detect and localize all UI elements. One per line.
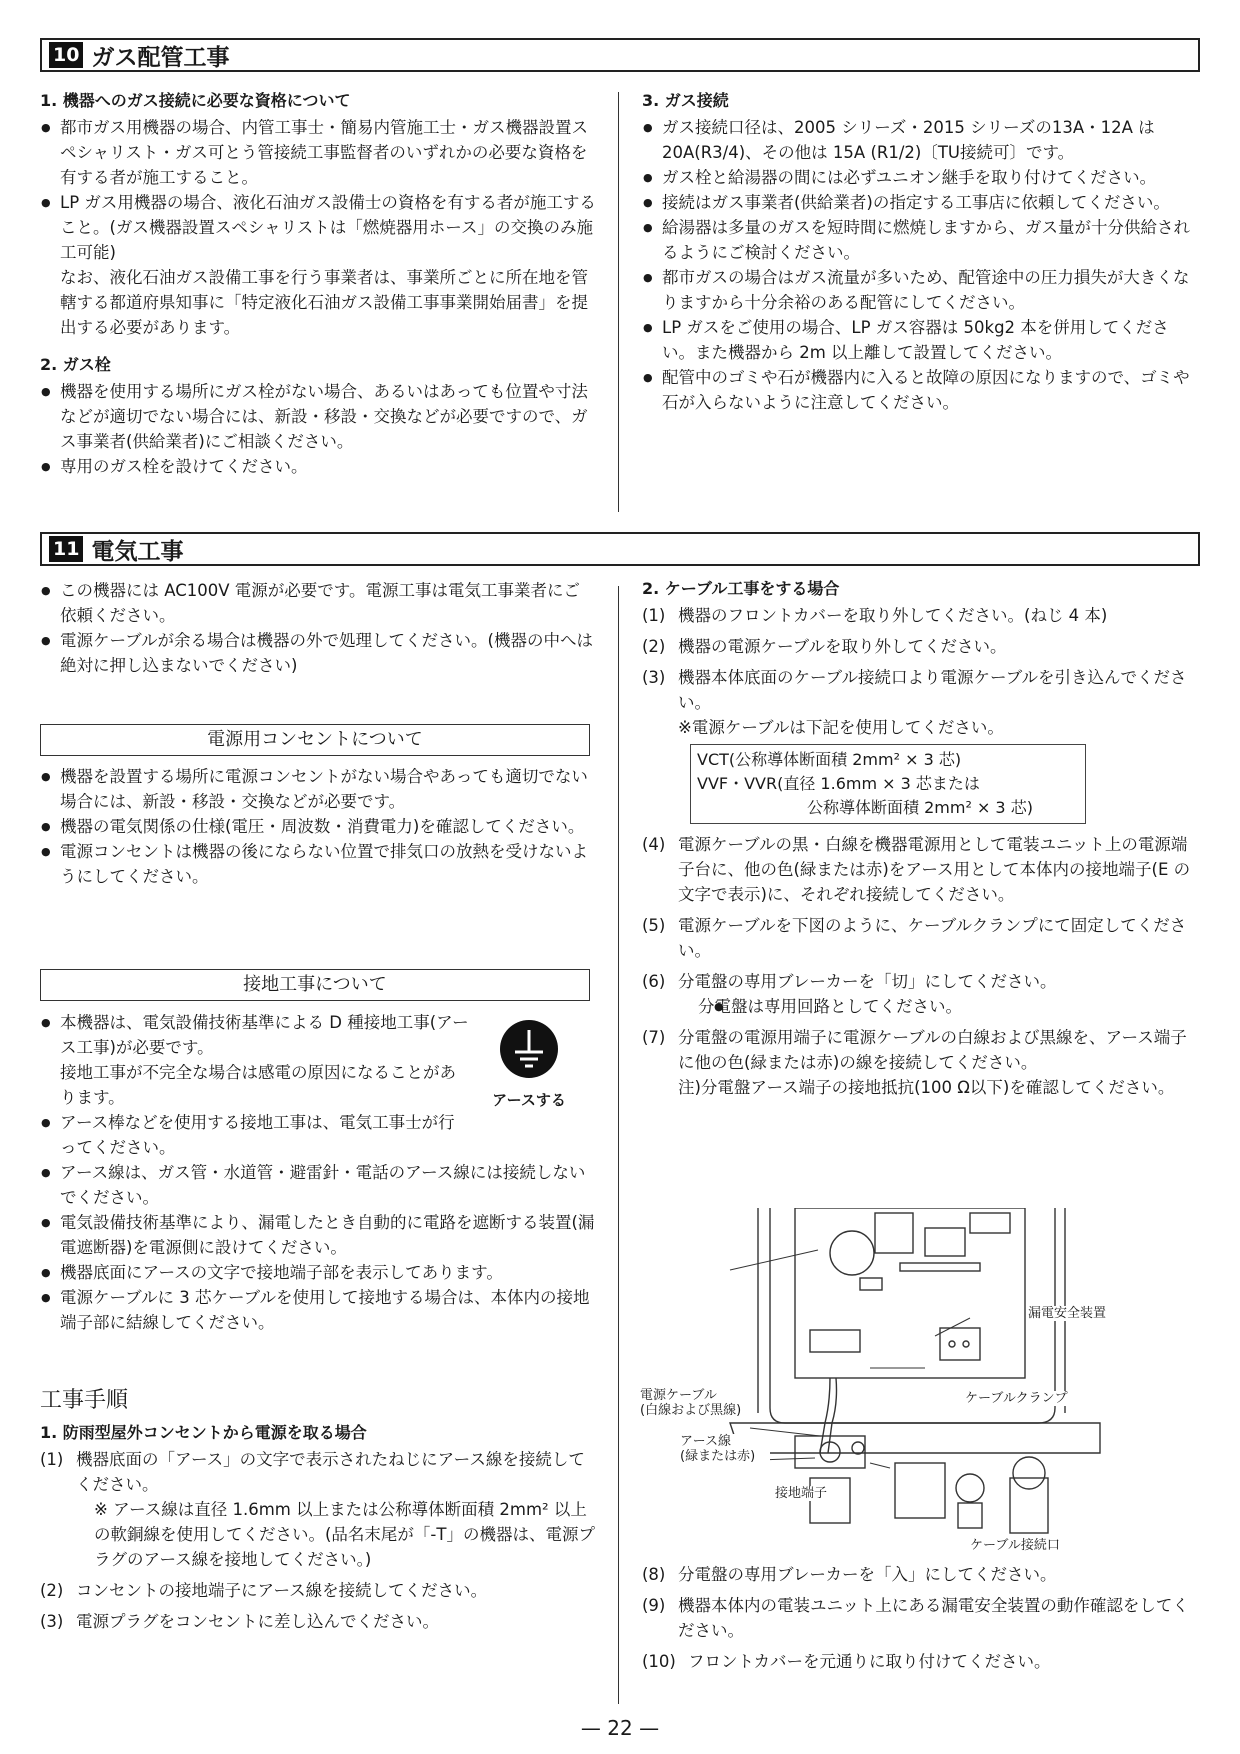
ground-icon-label: アースする [492,1091,566,1109]
step-number: (1) [40,1450,64,1469]
cable-spec-line: VCT(公称導体断面積 2mm² × 3 芯) [697,750,962,769]
list-item: ● 機器を設置する場所に電源コンセントがない場合やあっても適切でない場合には、新設・移設・交換などが必要です。 [40,764,596,814]
step-number: (10) [642,1652,676,1671]
section-11-header [40,532,1200,566]
label-earth-wire [680,1434,770,1464]
ground-icon [498,1018,560,1080]
cable-work [642,578,1200,1106]
step-number: (3) [40,1612,64,1631]
ground-icon-block [474,1018,584,1110]
procedure [40,1386,596,1640]
column-divider [618,92,619,512]
step-note [678,994,1200,1019]
list-item: ● アース棒などを使用する接地工事は、電気工事士が行ってください。 [40,1110,470,1160]
section-10-header [40,38,1200,72]
cable-step [642,913,1200,963]
cable-step [642,969,1200,1019]
section-title: 電気工事 [91,538,184,565]
wiring-diagram [640,1208,1200,1553]
list-item: ● 都市ガスの場合はガス流量が多いため、配管途中の圧力損失が大きくなりますから十分余裕のある配管にしてください。 [642,265,1200,315]
sec10-left-column [40,90,596,479]
step-note-text: 分電盤は専用回路としてください。 [698,997,962,1016]
label-cable-clamp: ケーブルクランプ [965,1391,1068,1406]
step-number: (8) [642,1565,666,1584]
list-item: ● ガス栓と給湯器の間には必ずユニオン継手を取り付けてください。 [642,165,1200,190]
step-number: (4) [642,835,666,854]
ground-list-top [40,1010,470,1160]
step-number: (7) [642,1028,666,1047]
step-number: (6) [642,972,666,991]
cable-step [642,665,1200,740]
note-text: 接地工事が不完全な場合は感電の原因になることがあります。 [60,1063,456,1107]
procedure-title: 工事手順 [40,1388,129,1413]
q3-heading: 3. ガス接続 [642,91,729,110]
sec10-right-column [642,90,1200,415]
section-number: 10 [49,42,83,68]
cable-spec-line: 公称導体断面積 2mm² × 3 芯) [807,798,1033,817]
section-title: ガス配管工事 [91,44,230,71]
cable-step [642,1025,1200,1100]
step-number: (2) [40,1581,64,1600]
heater-unit-illustration [640,1208,1200,1548]
list-item: ● 機器底面にアースの文字で接地端子部を表示してあります。 [40,1260,596,1285]
step-text: 電源プラグをコンセントに差し込んでください。 [76,1612,439,1631]
list-item: ● 電源コンセントは機器の後にならない位置で排気口の放熱を受けないようにしてください。 [40,839,596,889]
list-item: ● 機器の電気関係の仕様(電圧・周波数・消費電力)を確認してください。 [40,814,596,839]
section-number: 11 [49,536,83,562]
step-text: 機器底面の「アース」の文字で表示されたねじにアース線を接続してください。 [76,1450,585,1494]
outlet-list [40,764,596,889]
list-item: ● 本機器は、電気設備技術基準による D 種接地工事(アース工事)が必要です。 [40,1010,470,1060]
list-item: ● 電源ケーブルが余る場合は機器の外で処理してください。(機器の中へは絶対に押し込まないでください) [40,628,596,678]
note-text: なお、液化石油ガス設備工事を行う事業者は、事業所ごとに所在地を管轄する都道府県知事に「特定液化石油ガス設備工事事業開始届書」を提出する必要があります。 [60,268,588,337]
column-divider [618,586,619,1704]
step-text: 分電盤の電源用端子に電源ケーブルの白線および黒線を、アース端子に他の色(緑または赤)の線を接続してください。 [678,1028,1187,1072]
step-text: 分電盤の専用ブレーカーを「切」にしてください。 [678,972,1057,991]
cable-spec-line: VVF・VVR(直径 1.6mm × 3 芯または [697,774,980,793]
page-number: — 22 — [580,1716,660,1740]
cable-step [642,603,1200,628]
cable-step [642,634,1200,659]
list-item: ● LP ガスをご使用の場合、LP ガス容器は 50kg2 本を併用してください。また機器から 2m 以上離して設置してください。 [642,315,1200,365]
cable-step [642,1593,1200,1643]
list-item: ● 都市ガス用機器の場合、内管工事士・簡易内管施工士・ガス機器設置スペシャリスト・ガス可とう管接続工事監督者のいずれかの必要な資格を有する者が施工すること。 [40,115,596,190]
label-power-cable-line2: (白線および黒線) [640,1403,742,1418]
list-item: ● 電源ケーブルに 3 芯ケーブルを使用して接地する場合は、本体内の接地端子部に結線してください。 [40,1285,596,1335]
step-number: (2) [642,637,666,656]
step-text: 機器本体内の電装ユニット上にある漏電安全装置の動作確認をしてください。 [678,1596,1189,1640]
step-text: 電源ケーブルの黒・白線を機器電源用として電装ユニット上の電源端子台に、他の色(緑または赤)をアース用として本体内の接地端子(E の文字で表示)に、それぞれ接続してください。 [678,835,1191,904]
cable-step [642,1649,1200,1674]
procedure-step [40,1578,596,1603]
list-item: ● 配管中のゴミや石が機器内に入ると故障の原因になりますので、ゴミや石が入らないように注意してください。 [642,365,1200,415]
cable-spec-box [690,744,1086,824]
list-item: ● 機器を使用する場所にガス栓がない場合、あるいはあっても位置や寸法などが適切でない場合には、新設・移設・交換などが必要ですので、ガス事業者(供給業者)にご相談ください。 [40,379,596,454]
step-text: 機器のフロントカバーを取り外してください。(ねじ 4 本) [678,606,1108,625]
cable-step [642,832,1200,907]
label-power-cable-line1: 電源ケーブル [640,1388,717,1403]
step-text: コンセントの接地端子にアース線を接続してください。 [76,1581,488,1600]
label-power-cable [640,1388,755,1418]
ground-heading: 接地工事について [40,969,590,1001]
step-number: (9) [642,1596,666,1615]
step-note: 注)分電盤アース端子の接地抵抗(100 Ω以下)を確認してください。 [678,1078,1175,1097]
cable-work-final-steps [642,1562,1200,1680]
procedure-heading: 1. 防雨型屋外コンセントから電源を取る場合 [40,1423,367,1442]
sec11-intro [40,578,596,678]
cable-step [642,1562,1200,1587]
step-text: 電源ケーブルを下図のように、ケーブルクランプにて固定してください。 [678,916,1187,960]
label-cable-port: ケーブル接続口 [970,1538,1060,1553]
step-text: 分電盤の専用ブレーカーを「入」にしてください。 [678,1565,1057,1584]
step-note: ※ アース線は直径 1.6mm 以上または公称導体断面積 2mm² 以上の軟銅線を使用してください。(品名末尾が「-T」の機器は、電源プラグのアース線を接地してください。) [94,1500,595,1569]
list-item: ● この機器には AC100V 電源が必要です。電源工事は電気工事業者にご依頼ください。 [40,578,596,628]
label-earth-wire-line2: (緑または赤) [680,1449,756,1464]
q1-heading: 1. 機器へのガス接続に必要な資格について [40,91,351,110]
list-item: ● 専用のガス栓を設けてください。 [40,454,596,479]
cable-heading: 2. ケーブル工事をする場合 [642,579,840,598]
step-note: ※電源ケーブルは下記を使用してください。 [678,718,1004,737]
step-number: (3) [642,668,666,687]
outlet-heading: 電源用コンセントについて [40,724,590,756]
list-item: ● ガス接続口径は、2005 シリーズ・2015 シリーズの13A・12A は 20A(R3/4)、その他は 15A (R1/2)〔TU接続可〕です。 [642,115,1200,165]
label-earth-wire-line1: アース線 [680,1434,731,1449]
list-item: ● LP ガス用機器の場合、液化石油ガス設備士の資格を有する者が施工すること。(ガス機器設置スペシャリストは「燃焼器用ホース」の交換のみ施工可能) [40,190,596,265]
step-text: 機器本体底面のケーブル接続口より電源ケーブルを引き込んでください。 [678,668,1187,712]
step-text: 機器の電源ケーブルを取り外してください。 [678,637,1007,656]
procedure-step [40,1609,596,1634]
step-number: (5) [642,916,666,935]
list-item: ● アース線は、ガス管・水道管・避雷針・電話のアース線には接続しないでください。 [40,1160,596,1210]
step-number: (1) [642,606,666,625]
procedure-step [40,1447,596,1572]
ground-list-bottom [40,1160,596,1335]
q2-heading: 2. ガス栓 [40,355,111,374]
label-ground-terminal: 接地端子 [775,1486,828,1501]
label-leak-breaker: 漏電安全装置 [1028,1306,1107,1321]
list-item: ● 接続はガス事業者(供給業者)の指定する工事店に依頼してください。 [642,190,1200,215]
list-item: ● 給湯器は多量のガスを短時間に燃焼しますから、ガス量が十分供給されるようにご検討ください。 [642,215,1200,265]
step-text: フロントカバーを元通りに取り付けてください。 [688,1652,1051,1671]
list-item: ● 電気設備技術基準により、漏電したとき自動的に電路を遮断する装置(漏電遮断器)を電源側に設けてください。 [40,1210,596,1260]
